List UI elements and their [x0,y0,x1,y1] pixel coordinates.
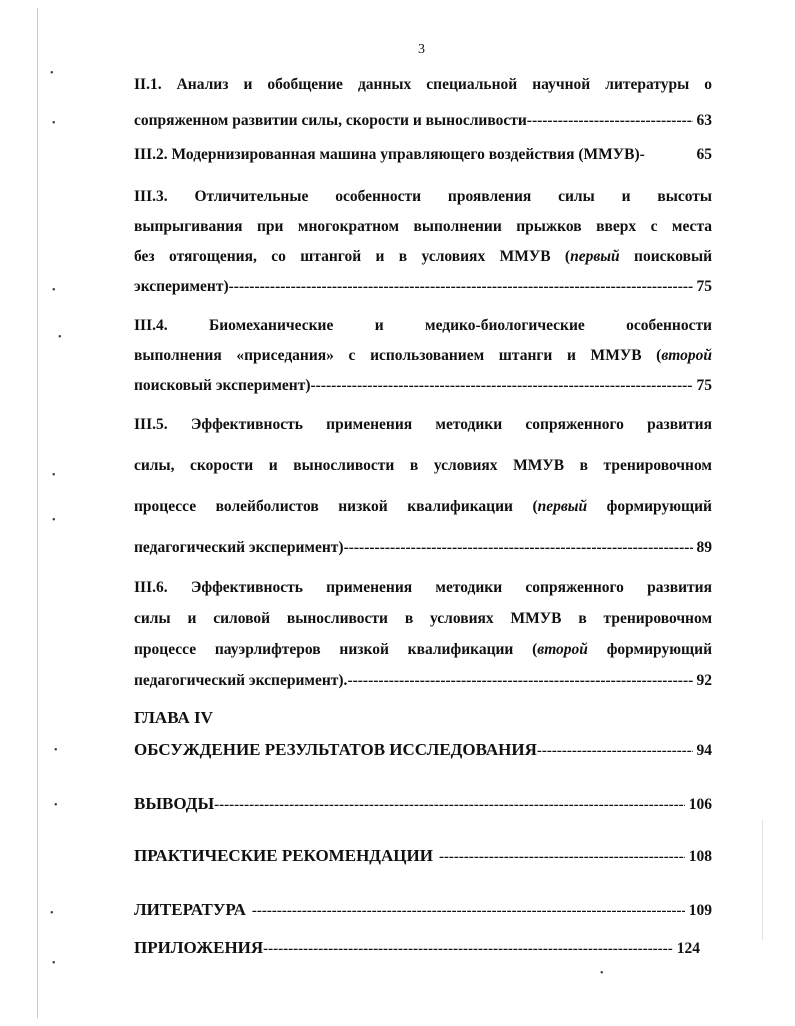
toc-entry-text: силы, скорости и выносливости в условиях ММУВ в тренировочном [134,457,712,474]
toc-entry-text: процессе волейболистов низкой квалификации (первый формирующий [134,498,712,515]
toc-page-ref: 106 [688,796,712,813]
toc-page-ref: 109 [688,902,712,919]
toc-entry-text: эксперимент) [134,278,229,295]
toc-entry-text: III.2. Модернизированная машина управляющего воздействия (ММУВ)- [134,146,645,163]
toc-page-ref: 108 [688,848,712,865]
scan-speck: • [52,118,56,129]
toc-entry-text: поисковый эксперимент) [134,377,311,394]
toc-entry-3-6 [134,572,712,696]
scan-speck: • [58,332,62,343]
toc-entry-lastline [134,794,712,814]
toc-entry-text: педагогический эксперимент). [134,672,348,689]
toc-entry-recommendations [134,846,712,866]
toc-page-ref: 63 [696,112,712,129]
chapter-label: ГЛАВА IV [134,708,213,727]
toc-entry-text: III.3. Отличительные особенности проявления силы и высоты [134,188,712,205]
toc-entry-lastline [134,846,712,866]
toc-entry-lastline [134,527,712,568]
scan-edge-right [762,820,763,940]
toc-entry-text: выпрыгивания при многократном выполнении прыжков вверх с места [134,218,712,235]
scan-speck: • [50,908,54,919]
chapter-title: ОБСУЖДЕНИЕ РЕЗУЛЬТАТОВ ИССЛЕДОВАНИЯ [134,740,537,759]
dot-leader [214,797,685,814]
section-title: ПРИЛОЖЕНИЯ [134,938,264,957]
toc-page-ref: 65 [696,146,712,163]
section-title: ВЫВОДЫ [134,794,215,813]
toc-page-ref: 75 [696,278,712,295]
dot-leader [246,903,685,920]
toc-page-ref: 94 [696,742,712,759]
toc-entry-text: без отягощения, со штангой и в условиях ММУВ (первый поисковый [134,248,712,265]
toc-page-ref: 124 [676,940,700,957]
toc-entry-3-2 [134,146,712,164]
page-number: 3 [418,42,425,57]
toc-entry-literature [134,900,712,920]
scan-speck: • [52,285,56,296]
toc-entry-appendices [134,938,700,958]
section-title: ПРАКТИЧЕСКИЕ РЕКОМЕНДАЦИИ [134,846,433,865]
dot-leader [311,371,693,401]
toc-entry-lastline [134,272,712,302]
dot-leader [347,665,692,696]
toc-entry-3-5 [134,404,712,568]
toc-entry-2-1 [134,76,712,130]
toc-entry-3-3 [134,182,712,302]
toc-entry-text: силы и силовой выносливости в условиях ММУВ в тренировочном [134,610,712,627]
scan-speck: • [600,968,604,979]
toc-entry-lastline [134,146,712,164]
toc-entry-lastline [134,740,712,760]
dot-leader [433,849,685,866]
section-title: ЛИТЕРАТУРА [134,900,246,919]
dot-leader [537,743,693,760]
toc-entry-text: выполнения «приседания» с использованием штанги и ММУВ (второй [134,347,712,364]
toc-entry-text: II.1. Анализ и обобщение данных специальной научной литературы о [134,76,712,93]
dot-leader [229,272,693,302]
scan-speck: • [52,470,56,481]
scan-speck: • [52,958,56,969]
dot-leader [344,527,693,568]
toc-entry-text: процессе пауэрлифтеров низкой квалификации (второй формирующий [134,641,712,658]
toc-entry-lastline [134,112,712,130]
toc-entry-3-4 [134,311,712,401]
toc-entry-lastline [134,938,700,958]
toc-page-ref: 89 [696,539,712,556]
scan-speck: • [54,745,58,756]
scan-speck: • [54,800,58,811]
toc-entry-text: III.4. Биомеханические и медико-биологические особенности [134,317,712,334]
toc-entry-text: педагогический эксперимент) [134,539,344,556]
toc-page-ref: 92 [696,672,712,689]
toc-entry-lastline [134,665,712,696]
toc-entry-text: III.6. Эффективность применения методики сопряженного развития [134,579,712,596]
toc-entry-chapter-4 [134,740,712,760]
toc-entry-text: сопряженном развитии силы, скорости и выносливости [134,112,527,129]
scan-speck: • [50,68,54,79]
toc-page-ref: 75 [696,377,712,394]
toc-entry-text: III.5. Эффективность применения методики сопряженного развития [134,416,712,433]
scan-speck: • [52,515,56,526]
scan-edge-left [37,8,38,1018]
toc-entry-conclusions [134,794,712,814]
dot-leader [527,112,693,130]
toc-entry-lastline [134,900,712,920]
toc-entry-lastline [134,371,712,401]
dot-leader [263,941,673,958]
